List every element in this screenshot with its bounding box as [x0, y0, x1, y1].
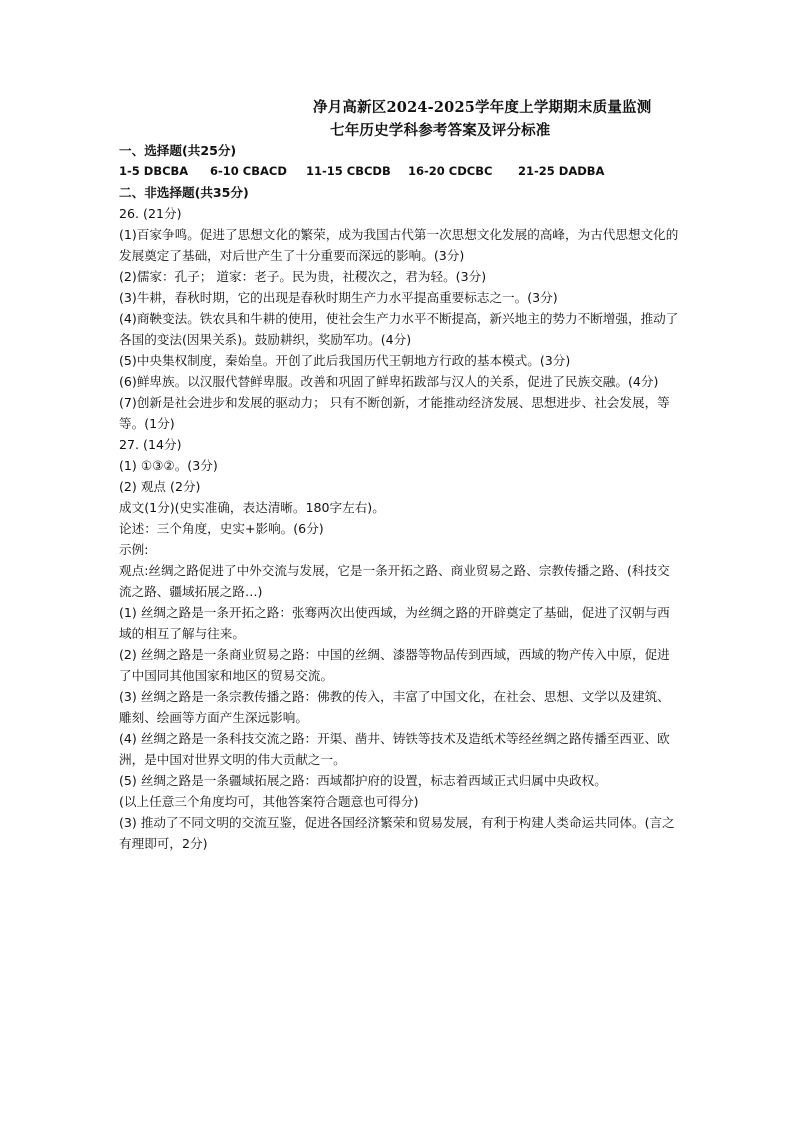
example-label: 示例: — [119, 542, 149, 557]
answer-paragraph: 观点:丝绸之路促进了中外交流与发展，它是一条开拓之路、商业贸易之路、宗教传播之路、(科技交流之路、疆域拓展之路…) — [119, 563, 670, 599]
answer-group: 16-20 CDCBC — [408, 164, 493, 178]
answer-paragraph: (1)百家争鸣。促进了思想文化的繁荣，成为我国古代第一次思想文化发展的高峰，为古代思想文化的发展奠定了基础，对后世产生了十分重要而深远的影响。(3分) — [119, 227, 679, 263]
answer-paragraph: 成文(1分)(史实准确，表达清晰。180字左右)。 — [119, 500, 385, 515]
answer-paragraph: (1) ①③②。(3分) — [119, 458, 218, 473]
answer-paragraph: (2) 观点 (2分) — [119, 479, 201, 494]
document-title: 净月高新区2024-2025学年度上学期期末质量监测 — [313, 99, 652, 116]
answer-paragraph: (3)牛耕，春秋时期，它的出现是春秋时期生产力水平提高重要标志之一。(3分) — [119, 290, 558, 305]
choice-answers-row — [119, 161, 679, 182]
answer-paragraph: (7)创新是社会进步和发展的驱动力； 只有不断创新，才能推动经济发展、思想进步、社会发展，等等。(1分) — [119, 395, 670, 431]
answer-group: 1-5 DBCBA — [119, 164, 189, 178]
answer-paragraph: (4) 丝绸之路是一条科技交流之路：开渠、凿井、铸铁等技术及造纸术等经丝绸之路传播至西亚、欧洲，是中国对世界文明的伟大贡献之一。 — [119, 731, 670, 767]
answer-group: 21-25 DADBA — [518, 164, 605, 178]
document-body — [119, 140, 679, 854]
answer-paragraph: (2)儒家：孔子； 道家：老子。民为贵，社稷次之，君为轻。(3分) — [119, 269, 487, 284]
answer-note: (以上任意三个角度均可，其他答案符合题意也可得分) — [119, 794, 419, 809]
answer-group: 6-10 CBACD — [210, 164, 287, 178]
answer-paragraph: (5) 丝绸之路是一条疆域拓展之路：西域都护府的设置，标志着西域正式归属中央政权。 — [119, 773, 607, 788]
answer-paragraph: (5)中央集权制度，秦始皇。开创了此后我国历代王朝地方行政的基本模式。(3分) — [119, 353, 571, 368]
document-subtitle: 七年历史学科参考答案及评分标准 — [330, 122, 551, 139]
section-heading-nonchoice: 二、非选择题(共35分) — [119, 185, 249, 200]
answer-paragraph: (4)商鞅变法。铁农具和牛耕的使用，使社会生产力水平不断提高，新兴地主的势力不断增强，推动了各国的变法(因果关系)。鼓励耕织，奖励军功。(4分) — [119, 311, 679, 347]
answer-paragraph: (3) 丝绸之路是一条宗教传播之路：佛教的传入，丰富了中国文化，在社会、思想、文学以及建筑、雕刻、绘画等方面产生深远影响。 — [119, 689, 670, 725]
section-heading-choice: 一、选择题(共25分) — [119, 143, 237, 158]
answer-paragraph: (2) 丝绸之路是一条商业贸易之路：中国的丝绸、漆器等物品传到西域，西域的物产传入中原，促进了中国同其他国家和地区的贸易交流。 — [119, 647, 670, 683]
answer-paragraph: (3) 推动了不同文明的交流互鉴，促进各国经济繁荣和贸易发展，有利于构建人类命运共同体。(言之有理即可，2分) — [119, 815, 675, 851]
answer-paragraph: (1) 丝绸之路是一条开拓之路：张骞两次出使西域，为丝绸之路的开辟奠定了基础，促进了汉朝与西域的相互了解与往来。 — [119, 605, 670, 641]
question-header: 27. (14分) — [119, 437, 182, 452]
question-header: 26. (21分) — [119, 206, 182, 221]
answer-group: 11-15 CBCDB — [306, 164, 391, 178]
answer-paragraph: 论述：三个角度，史实+影响。(6分) — [119, 521, 324, 536]
answer-paragraph: (6)鲜卑族。以汉服代替鲜卑服。改善和巩固了鲜卑拓跋部与汉人的关系，促进了民族交融。(4分) — [119, 374, 659, 389]
